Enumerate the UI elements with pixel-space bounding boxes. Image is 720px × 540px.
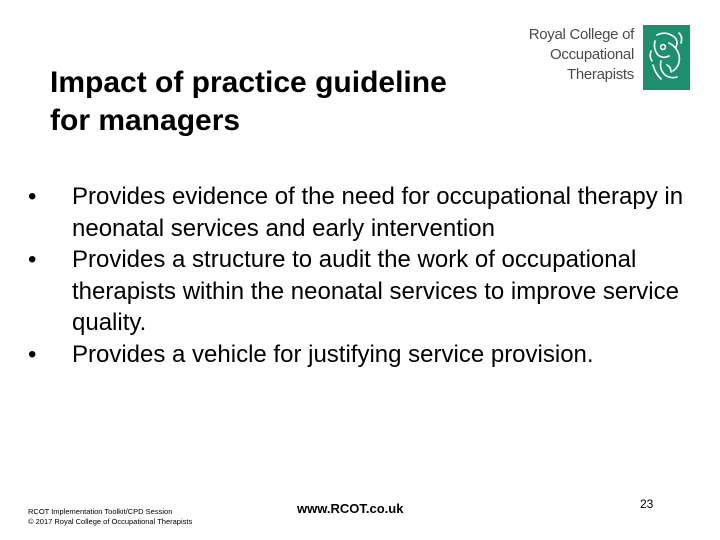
logo-line-3: Therapists: [566, 66, 634, 83]
slide-title: [50, 64, 530, 140]
footer-credits: [28, 507, 192, 527]
page-number: 23: [640, 497, 654, 511]
bullet-item: [28, 181, 688, 244]
footer-url: www.RCOT.co.uk: [297, 501, 404, 516]
title-line-2: for managers: [50, 104, 241, 137]
bullet-text: Provides a vehicle for justifying service provision.: [72, 340, 594, 368]
title-line-1: Impact of practice guideline: [50, 66, 447, 99]
logo-emblem-icon: [643, 25, 690, 90]
footer-line-2: © 2017 Royal College of Occupational Therapists: [28, 517, 193, 526]
bullet-symbol: •: [28, 246, 37, 273]
bullet-symbol: •: [28, 183, 37, 210]
logo-line-1: Royal College of: [528, 26, 634, 43]
logo-line-2: Occupational: [550, 46, 634, 63]
logo-wordmark: [522, 25, 634, 85]
bullet-text: Provides evidence of the need for occupational therapy in neonatal services and early intervention: [72, 183, 684, 242]
bullet-text: Provides a structure to audit the work of occupational therapists within the neonatal services to improve service quality.: [72, 246, 679, 336]
bullet-symbol: •: [28, 340, 37, 368]
rcot-logo: [522, 25, 690, 91]
bullet-item: [28, 339, 688, 371]
footer-line-1: RCOT Implementation Toolkit/CPD Session: [28, 507, 173, 516]
bullet-item: [28, 244, 688, 339]
bullet-list: [28, 181, 688, 370]
